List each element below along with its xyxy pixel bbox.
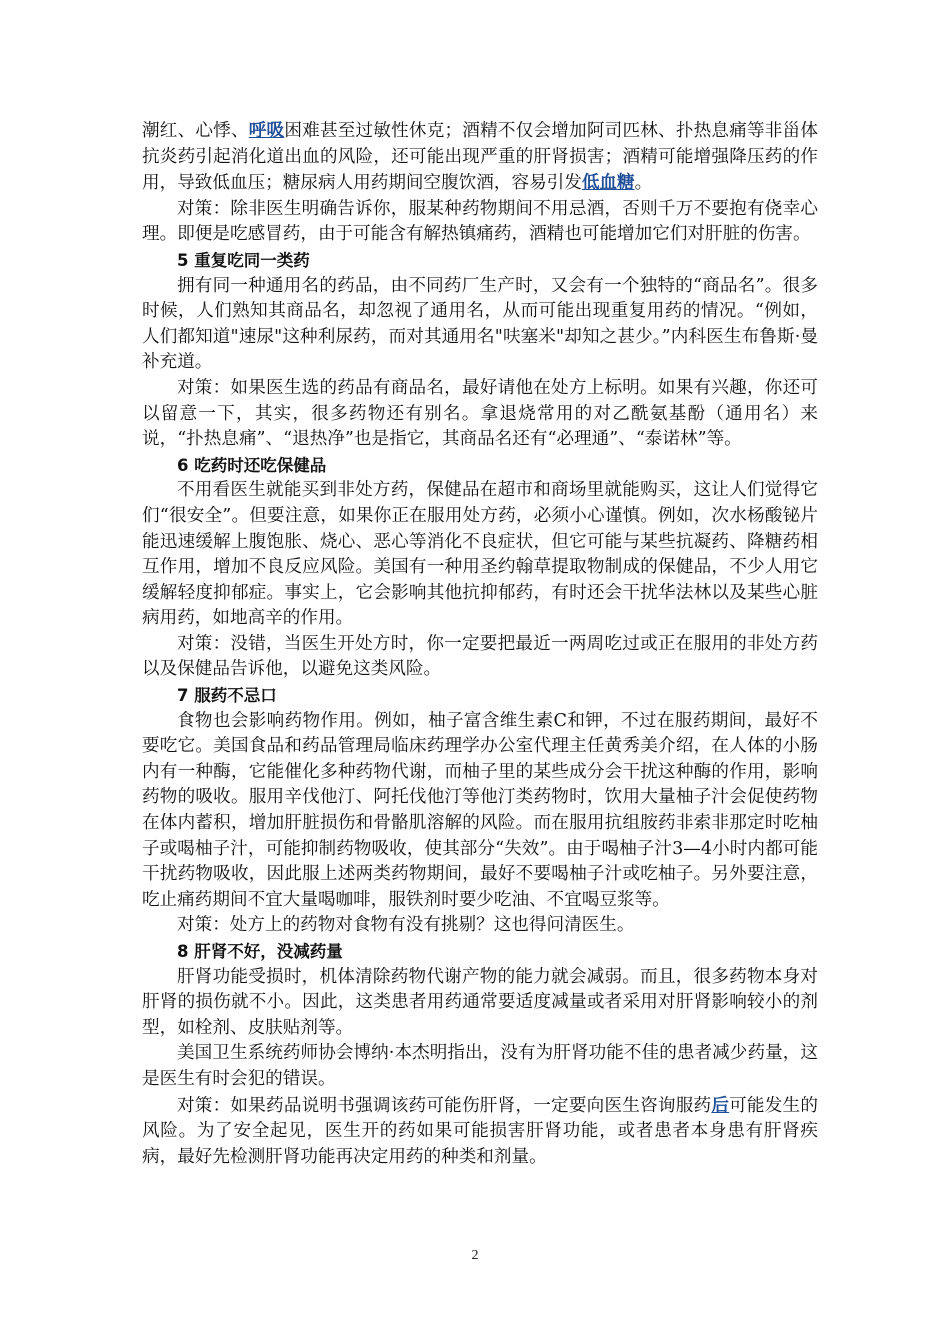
paragraph-duplicate-drugs: 拥有同一种通用名的药品，由不同药厂生产时，又会有一个独特的“商品名”。很多时候，人们熟知其商品名，却忽视了通用名，从而可能出现重复用药的情况。“例如，人们都知道"速尿"这种利尿药，而对其通用名"呋塞米"却知之甚少。”内科医生布鲁斯·曼补充道。 [142,275,818,373]
paragraph-liver-kidney: 肝肾功能受损时，机体清除药物代谢产物的能力就会减弱。而且，很多药物本身对肝肾的损伤就不小。因此，这类患者用药通常要适度减量或者采用对肝肾影响较小的剂型，如栓剂、皮肤贴剂等。 [142,966,818,1038]
heading-section-7: 7 服药不忌口 [177,686,277,706]
heading-section-8: 8 肝肾不好，没减药量 [177,942,343,961]
text: 潮红、心悸、 [142,121,249,141]
paragraph-alcohol-risks [142,118,818,197]
paragraph-pharmacist-quote: 美国卫生系统药师协会博纳·本杰明指出，没有为肝肾功能不佳的患者减少药量，这是医生有时会犯的错误。 [142,1043,818,1089]
paragraph-alcohol-countermeasure: 对策：除非医生明确告诉你，服某种药物期间不用忌酒，否则千万不要抱有侥幸心理。即便是吃感冒药，由于可能含有解热镇痛药，酒精也可能增加它们对肝脏的伤害。 [142,198,818,245]
heading-section-6: 6 吃药时还吃保健品 [177,455,327,475]
paragraph-duplicate-countermeasure: 对策：如果医生选的药品有商品名，最好请他在处方上标明。如果有兴趣，你还可以留意一下，其实，很多药物还有别名。拿退烧常用的对乙酰氨基酚（通用名）来说，“扑热息痛”、“退热净”也是指它，其商品名还有“必理通”、“泰诺林”等。 [142,377,818,450]
paragraph-liver-countermeasure [142,1093,818,1171]
paragraph-food-interactions: 食物也会影响药物作用。例如，柚子富含维生素C和钾，不过在服药期间，最好不要吃它。美国食品和药品管理局临床药理学办公室代理主任黄秀美介绍，在人体的小肠内有一种酶，它能催化多种药物代谢，而柚子里的某些成分会干扰这种酶的作用，影响药物的吸收。服用辛伐他汀、阿托伐他汀等他汀类药物时，饮用大量柚子汁会促使药物在体内蓄积，增加肝脏损伤和骨骼肌溶解的风险。而在服用抗组胺药非索非那定时吃柚子或喝柚子汁，可能抑制药物吸收，使其部分“失效”。由于喝柚子汁3—4小时内都可能干扰药物吸收，因此服上述两类药物期间，最好不要喝柚子汁或吃柚子。另外要注意，吃止痛药期间不宜大量喝咖啡，服铁剂时要少吃油、不宜喝豆浆等。 [142,710,818,910]
paragraph-supplements-countermeasure: 对策：没错，当医生开处方时，你一定要把最近一两周吃过或正在服用的非处方药以及保健品告诉他，以避免这类风险。 [142,633,818,680]
text: 对策：如果药品说明书强调该药可能伤肝肾，一定要向医生咨询服药 [177,1095,712,1116]
text: 。 [634,173,653,194]
text: 可能发生的风险。为了安全起见，医生开的药如果可能损害肝肾功能，或者患者本身患有肝肾疾病，最好先检测肝肾功能再决定用药的种类和剂量。 [142,1095,818,1167]
text: 困难甚至过敏性休克；酒精不仅会增加阿司匹林、扑热息痛等非甾体抗炎药引起消化道出血的风险，还可能出现严重的肝肾损害；酒精可能增强降压药的作用，导致低血压；糖尿病人用药期间空腹饮酒，容易引发 [142,121,818,194]
link-breathing[interactable]: 呼吸 [248,120,285,141]
link-hypoglycemia[interactable]: 低血糖 [581,172,635,194]
document-body [142,118,818,1170]
paragraph-supplements: 不用看医生就能买到非处方药，保健品在超市和商场里就能购买，这让人们觉得它们“很安全”。但要注意，如果你正在服用处方药，必须小心谨慎。例如，次水杨酸铋片能迅速缓解上腹饱胀、烧心、恶心等消化不良症状，但它可能与某些抗凝药、降糖药相互作用，增加不良反应风险。美国有一种用圣约翰草提取物制成的保健品，不少人用它缓解轻度抑郁症。事实上，它会影响其他抗抑郁药，有时还会干扰华法林以及某些心脏病用药，如地高辛的作用。 [142,480,818,629]
heading-section-5: 5 重复吃同一类药 [177,250,310,270]
link-after[interactable]: 后 [711,1094,730,1116]
page-number: 2 [471,1248,479,1263]
paragraph-food-countermeasure: 对策：处方上的药物对食物有没有挑剔？这也得问清医生。 [177,915,635,936]
